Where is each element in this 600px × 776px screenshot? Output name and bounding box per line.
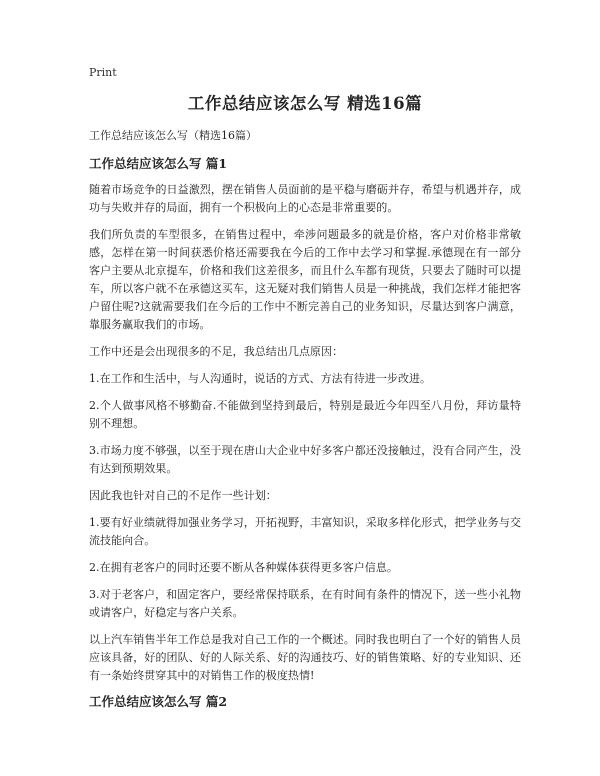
- paragraph: 以上汽车销售半年工作总是我对自己工作的一个概述。同时我也明白了一个好的销售人员应该具备，好的团队、好的人际关系、好的沟通技巧、好的销售策略、好的专业知识、还有一条始终贯穿其中的对销售工作的极度热情!: [89, 633, 521, 682]
- document-subtitle: 工作总结应该怎么写（精选16篇）: [89, 129, 257, 142]
- paragraph: 工作中还是会出现很多的不足，我总结出几点原因：: [89, 345, 344, 358]
- list-item: 1.要有好业绩就得加强业务学习，开拓视野，丰富知识，采取多样化形式，把学业务与交流技能向合。: [89, 516, 521, 547]
- page-title: 工作总结应该怎么写 精选16篇: [187, 94, 423, 113]
- section-heading-2: 工作总结应该怎么写 篇2: [89, 694, 228, 709]
- paragraph: 随着市场竞争的日益激烈，摆在销售人员面前的是平稳与磨砺并存，希望与机遇并存，成功与失败并存的局面，拥有一个积极向上的心态是非常重要的。: [89, 183, 521, 214]
- list-item: 2.个人做事风格不够勤奋.不能做到坚持到最后，特别是最近今年四至八月份，拜访量特别不理想。: [89, 399, 521, 430]
- list-item: 3.市场力度不够强，以至于现在唐山大企业中好多客户都还没接触过，没有合同产生，没有达到预期效果。: [89, 444, 521, 475]
- paragraph: 我们所负责的车型很多，在销售过程中，牵涉问题最多的就是价格，客户对价格非常敏感，怎样在第一时间获悉价格还需要我在今后的工作中去学习和掌握.承德现在有一部分客户主要从北京提车，价格和我们这差很多，而且什么车都有现货，只要去了随时可以提车，所以客户就不在承德这买车，这无疑对我们销售人员是一种挑战，我们怎样才能把客户留住呢?这就需要我们在今后的工作中不断完善自己的业务知识，尽量达到客户满意，靠服务赢取我们的市场。: [89, 228, 521, 331]
- section-heading-1: 工作总结应该怎么写 篇1: [89, 156, 228, 171]
- document-page: [89, 66, 521, 719]
- list-item: 3.对于老客户，和固定客户，要经常保持联系，在有时间有条件的情况下，送一些小礼物或请客户，好稳定与客户关系。: [89, 588, 521, 619]
- list-item: 1.在工作和生活中，与人沟通时，说话的方式、方法有待进一步改进。: [89, 372, 432, 385]
- list-item: 2.在拥有老客户的同时还要不断从各种媒体获得更多客户信息。: [89, 561, 398, 574]
- print-link[interactable]: Print: [89, 66, 117, 79]
- paragraph: 因此我也针对自己的不足作一些计划：: [89, 489, 277, 502]
